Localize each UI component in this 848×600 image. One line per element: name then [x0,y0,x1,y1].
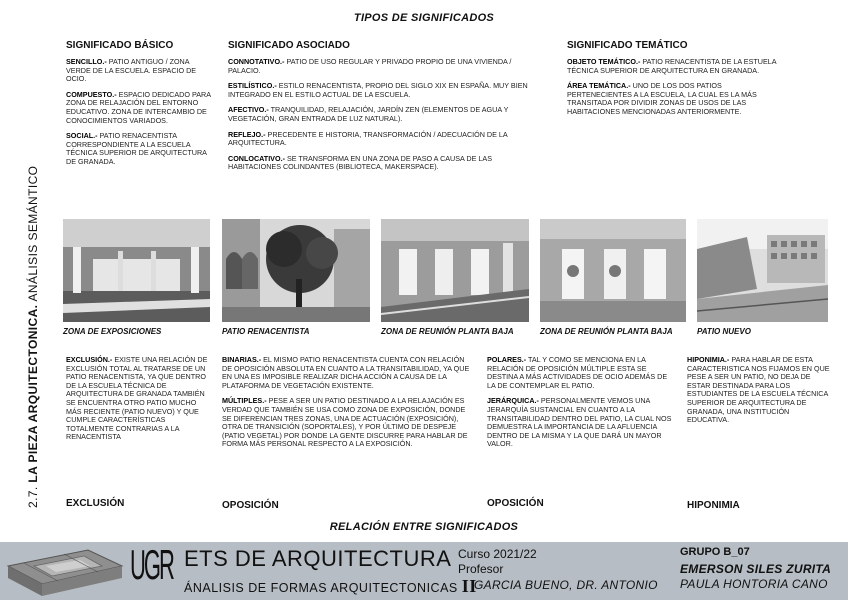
asociado-item: CONLOCATIVO.- SE TRANSFORMA EN UNA ZONA DE PASO A CAUSA DE LAS HABITACIONES COLINDANTES (BIBLIOTECA, MAKERSPACE). [228,153,493,172]
basico-block [66,58,214,174]
student-name: PAULA HONTORIA CANO [680,577,828,591]
subject-line [184,576,477,597]
relation-item: BINARIAS.- EL MISMO PATIO RENACENTISTA CUENTA CON RELACIÓN DE OPOSICIÓN ABSOLUTA EN CUANTO A LA TRANSITABILIDAD, YA QUE EN UNA ES IMPOSIBLE REALIZAR DICHA ACCIÓN A CAUSA DE LA PLATAFORMA DE VEGETACIÓN EXISTENTE. [222,355,470,390]
professor-label: Profesor [458,562,504,576]
label-oposicion-1: OPOSICIÓN [222,500,279,511]
relation-item: EXCLUSIÓN.- EXISTE UNA RELACIÓN DE EXCLUSIÓN TOTAL AL TRATARSE DE UN PATIO RENACENTISTA, YA QUE DENTRO DE LA ESCUELA TÉCNICA DE ARQUITECTURA DE GRANADA TAMBIÉN SE ENCUENTRA OTRO PATIO MUCHO MÁS RECIENTE (PATIO NUEVO) Y QUE CUMPLE CARACTERÍSTICAS TOTALMENTE CONTRARIAS A LA RENACENTISTA [66,355,208,442]
hiponimia-block [687,356,832,432]
asociado-item: CONNOTATIVO.- PATIO DE USO REGULAR Y PRIVADO PROPIO DE UNA VIVIENDA / PALACIO. [228,57,512,75]
section-title-bottom: RELACIÓN ENTRE SIGNIFICADOS [329,521,519,533]
basico-item: SOCIAL.- PATIO RENACENTISTA CORRESPONDIENTE A LA ESCUELA TÉCNICA SUPERIOR DE ARQUITECTURA DE GRANADA. [66,131,207,166]
asociado-item: AFECTIVO.- TRANQUILIDAD, RELAJACIÓN, JARDÍN ZEN (ELEMENTOS DE AGUA Y VEGETACIÓN, GRAN ENTRADA DE LUZ NATURAL). [228,105,509,123]
oposicion-block-2 [487,356,673,456]
photo-caption: PATIO RENACENTISTA [222,327,310,336]
relation-item: JERÁRQUICA.- PERSONALMENTE VEMOS UNA JERARQUÍA SUSTANCIAL EN CUANTO A LA TRANSITABILIDAD DENTRO DEL PATIO, LA CUAL NOS DEMUESTRA LA IMPORTANCIA DE LA AFLUENCIA DENTRO DE LA MISMA Y LA QUE DARÁ UN MAYOR VALOR. [487,396,672,449]
exclusion-block [66,356,212,449]
relation-item: POLARES.- TAL Y COMO SE MENCIONA EN LA RELACIÓN DE OPOSICIÓN MÚLTIPLE ESTA SE DESTINA A MÁS ACTIVIDADES DE OCIO ADEMÁS DE LA DE CONTEMPLAR EL PATIO. [487,355,668,390]
tematico-block [567,58,782,124]
subject-name: ÁNALISIS DE FORMAS ARQUITECTONICAS [184,581,458,595]
tematico-item: OBJETO TEMÁTICO.- PATIO RENACENTISTA DE LA ESTUELA TÉCNICA SUPERIOR DE ARQUITECTURA EN GRANADA. [567,57,777,75]
vertical-title-sub: ANÁLISIS SEMÁNTICO [26,165,40,302]
group-label: GRUPO B_07 [680,546,750,558]
photo-patio-renacentista [222,219,370,322]
photo-zona-reunion-2 [540,219,686,322]
footer-bar [0,542,848,600]
relation-item: MÚLTIPLES.- PESE A SER UN PATIO DESTINADO A LA RELAJACIÓN ES VERDAD QUE TAMBIÉN SE USA COMO ZONA DE EXPOSICIÓN, DONDE SE DIFERENCIAN TRES ZONAS, UNA DE ACTUACIÓN (EXPOSICIÓN), OTRA DE TRANSICIÓN (SOPORTALES), Y POR ÚLTIMO DE DESPEJE (PATIO VEGETAL) POR DONDE LA GENTE DISCURRE PARA HABLAR DE FORMA MÁS PERSONAL RESPECTO A LA EXPOSICIÓN. [222,396,468,449]
photo-patio-nuevo [697,219,828,322]
ugr-logo: UGR [130,541,173,589]
student-name: EMERSON SILES ZURITA [680,562,832,576]
asociado-item: ESTILÍSTICO.- ESTILO RENACENTISTA, PROPIO DEL SIGLO XIX EN ESPAÑA. MUY BIEN INTEGRADO EN EL ESTILO ACTUAL DE LA ESCUELA. [228,81,528,99]
section-title-top: TIPOS DE SIGNIFICADOS [353,12,495,24]
course: Curso 2021/22 [458,547,537,561]
photo-caption: ZONA DE REUNIÓN PLANTA BAJA [540,327,673,336]
basico-item: COMPUESTO.- ESPACIO DEDICADO PARA ZONA DE RELAJACIÓN DEL ENTORNO EDUCATIVO. ZONA DE INTERCAMBIO DE CONOCIMIENTOS VARIADOS. [66,89,211,125]
label-exclusion: EXCLUSIÓN [66,498,125,509]
heading-significado-tematico: SIGNIFICADO TEMÁTICO [567,40,688,51]
photo-zona-exposiciones [63,219,210,322]
vertical-title-main: LA PIEZA ARQUITECTONICA. [26,304,40,483]
asociado-block [228,58,532,179]
photo-zona-reunion-1 [381,219,529,322]
vertical-title-number: 2.7. [26,486,40,508]
asociado-item: REFLEJO.- PRECEDENTE E HISTORIA, TRANSFORMACIÓN / ADECUACIÓN DE LA ARQUITECTURA. [228,129,508,148]
photo-caption: ZONA DE EXPOSICIONES [63,327,162,336]
label-oposicion-2: OPOSICIÓN [487,498,544,509]
heading-significado-asociado: SIGNIFICADO ASOCIADO [228,40,350,51]
heading-significado-basico: SIGNIFICADO BÁSICO [66,40,174,51]
relation-item: HIPONIMIA.- PARA HABLAR DE ESTA CARACTERISTICA NOS FIJAMOS EN QUE PESE A SER UN PATIO, NO DEJA DE ESTAR DESTINADA PARA LOS ESTUDIANTES DE LA ESCUELA TÉCNICA SUPERIOR DE ARQUITECTURA DE GRANADA, UNA INSTITUCIÓN EDUCATIVA. [687,355,830,425]
photo-caption: ZONA DE REUNIÓN PLANTA BAJA [381,327,514,336]
tematico-item: ÁREA TEMÁTICA.- UNO DE LOS DOS PATIOS PERTENECIENTES A LA ESCUELA, LA CUAL ES LA MÁS TRANSITADA POR DIVIDIR ZONAS DE USOS DE LAS HABITACIONES MENCIONADAS ANTERIORMENTE. [567,81,757,116]
vertical-title [26,138,40,508]
label-hiponimia: HIPONIMIA [687,500,740,511]
professor-name: GARCIA BUENO, DR. ANTONIO [474,578,658,592]
building-model-image [4,544,126,598]
photo-caption: PATIO NUEVO [697,327,751,336]
oposicion-block-1 [222,356,472,456]
basico-item: SENCILLO.- PATIO ANTIGUO / ZONA VERDE DE LA ESCUELA. ESPACIO DE OCIO. [66,57,197,84]
school-name: ETS DE ARQUITECTURA [184,546,452,571]
subject-roman: II [461,576,477,596]
